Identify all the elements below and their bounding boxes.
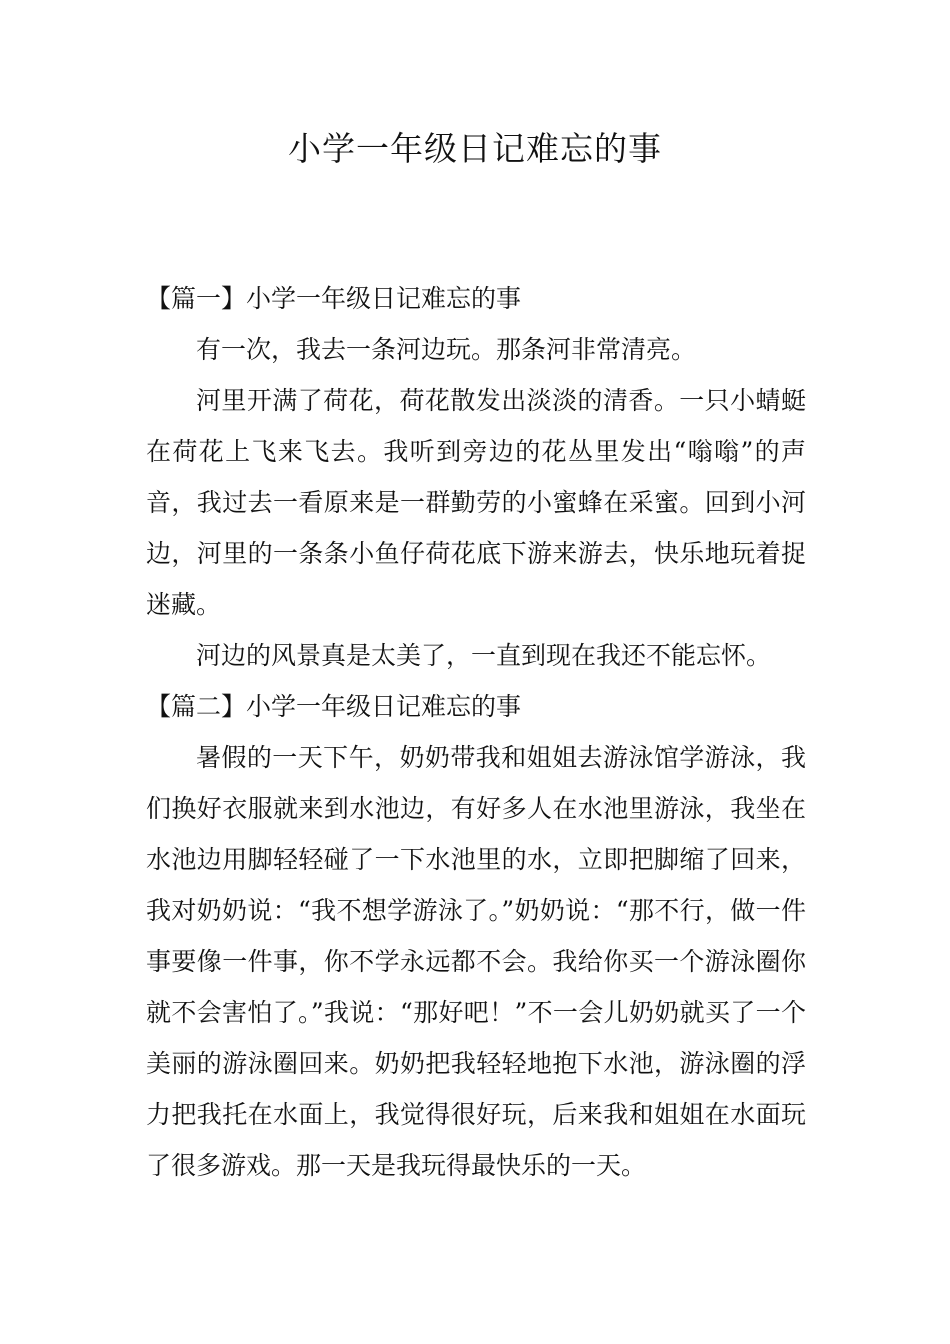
- document-body: [146, 273, 806, 1191]
- section-heading: 【篇一】小学一年级日记难忘的事: [146, 284, 522, 313]
- paragraph: 有一次，我去一条河边玩。那条河非常清亮。: [196, 335, 697, 364]
- paragraph: 河里开满了荷花，荷花散发出淡淡的清香。一只小蜻蜓在荷花上飞来飞去。我听到旁边的花丛里发出“嗡嗡”的声音，我过去一看原来是一群勤劳的小蜜蜂在采蜜。回到小河边，河里的一条条小鱼仔荷花底下游来游去，快乐地玩着捉迷藏。: [146, 386, 806, 619]
- section-heading: 【篇二】小学一年级日记难忘的事: [146, 692, 522, 721]
- paragraph: 河边的风景真是太美了，一直到现在我还不能忘怀。: [196, 641, 772, 670]
- paragraph: 暑假的一天下午，奶奶带我和姐姐去游泳馆学游泳，我们换好衣服就来到水池边，有好多人在水池里游泳，我坐在水池边用脚轻轻碰了一下水池里的水，立即把脚缩了回来，我对奶奶说：“我不想学游泳了。”奶奶说：“那不行，做一件事要像一件事，你不学永远都不会。我给你买一个游泳圈你就不会害怕了。”我说：“那好吧！”不一会儿奶奶就买了一个美丽的游泳圈回来。奶奶把我轻轻地抱下水池，游泳圈的浮力把我托在水面上，我觉得很好玩，后来我和姐姐在水面玩了很多游戏。那一天是我玩得最快乐的一天。: [146, 743, 806, 1180]
- page-title: 小学一年级日记难忘的事: [288, 129, 662, 168]
